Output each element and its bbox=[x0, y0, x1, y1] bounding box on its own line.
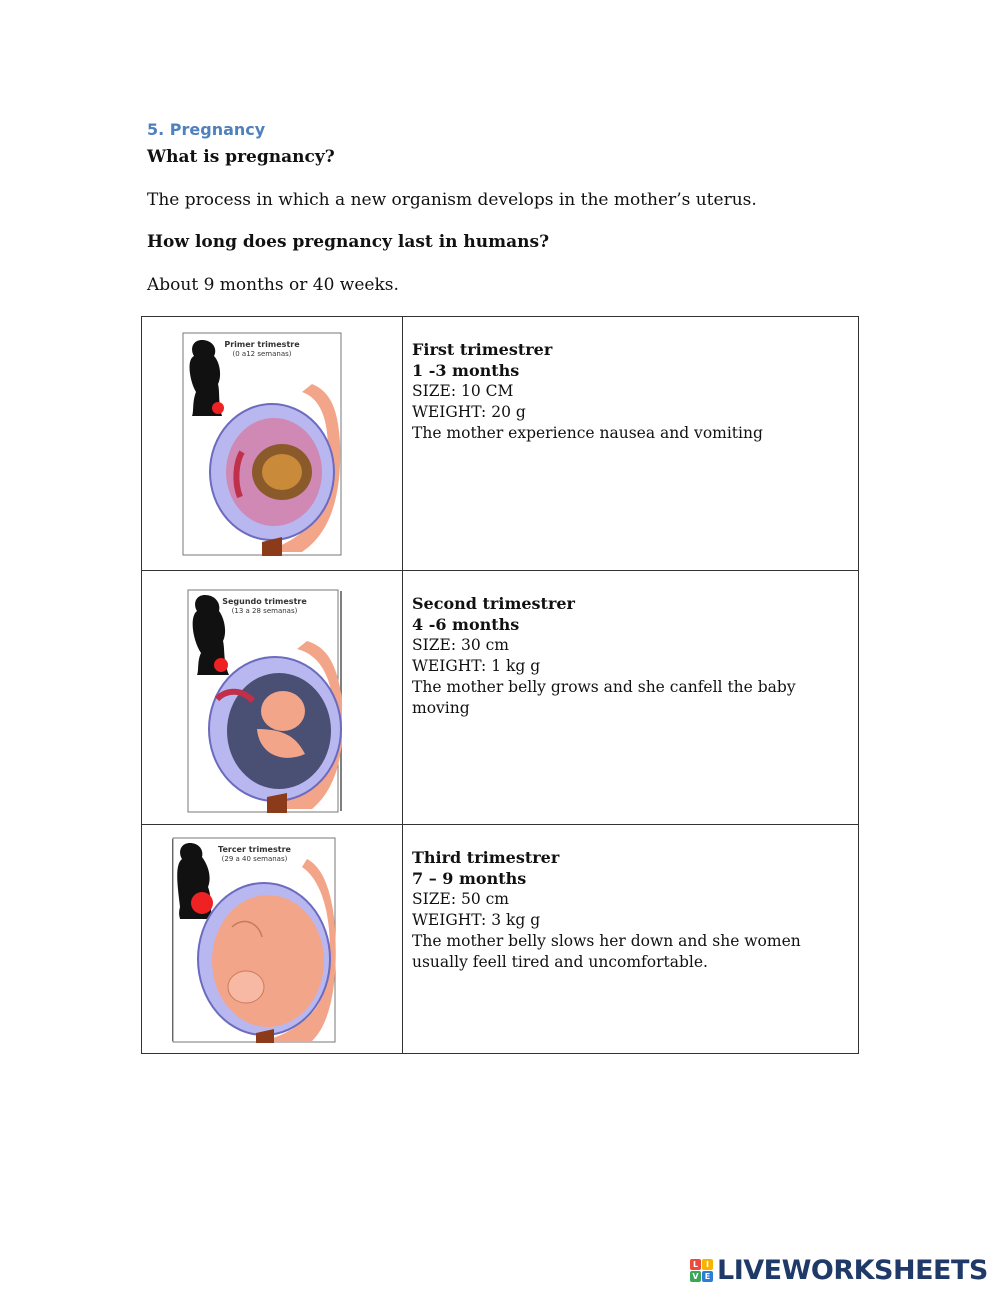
trimester-weight: WEIGHT: 3 kg g bbox=[412, 911, 541, 929]
logo-letter-v: V bbox=[690, 1271, 701, 1282]
trimester-text-cell bbox=[403, 317, 859, 571]
third-trimester-illustration bbox=[172, 837, 337, 1043]
liveworksheets-logo[interactable] bbox=[690, 1254, 988, 1286]
trimester-months: 4 -6 months bbox=[412, 615, 520, 634]
trimester-months: 7 – 9 months bbox=[412, 869, 527, 888]
answer-how-long: About 9 months or 40 weeks. bbox=[147, 275, 399, 295]
answer-what-is-pregnancy: The process in which a new organism develops in the mother’s uterus. bbox=[147, 190, 757, 210]
section-title: 5. Pregnancy bbox=[147, 120, 266, 139]
table-row bbox=[142, 825, 859, 1054]
second-trimester-illustration bbox=[187, 589, 342, 813]
figure-caption-weeks: (0 a12 semanas) bbox=[232, 350, 292, 358]
trimester-size: SIZE: 50 cm bbox=[412, 890, 510, 908]
first-trimester-illustration bbox=[182, 332, 342, 556]
trimester-image-cell bbox=[142, 571, 403, 825]
table-row bbox=[142, 317, 859, 571]
trimester-weight: WEIGHT: 20 g bbox=[412, 403, 526, 421]
trimester-note: The mother belly grows and she canfell the baby moving bbox=[412, 678, 796, 717]
trimester-weight: WEIGHT: 1 kg g bbox=[412, 657, 541, 675]
question-how-long: How long does pregnancy last in humans? bbox=[147, 232, 550, 252]
trimester-months: 1 -3 months bbox=[412, 361, 520, 380]
figure-caption-weeks: (29 a 40 semanas) bbox=[221, 855, 288, 863]
liveworksheets-logo-text: LIVEWORKSHEETS bbox=[717, 1254, 988, 1286]
trimester-size: SIZE: 10 CM bbox=[412, 382, 514, 400]
trimester-title: Third trimestrer bbox=[412, 848, 560, 867]
trimester-text-cell bbox=[403, 571, 859, 825]
logo-letter-e: E bbox=[702, 1271, 713, 1282]
trimester-image-cell bbox=[142, 317, 403, 571]
trimester-image-cell bbox=[142, 825, 403, 1054]
figure-caption-title: Primer trimestre bbox=[224, 340, 300, 349]
trimester-note: The mother experience nausea and vomiting bbox=[412, 424, 763, 442]
logo-letter-l: L bbox=[690, 1259, 701, 1270]
figure-caption-title: Tercer trimestre bbox=[218, 845, 291, 854]
figure-caption-weeks: (13 a 28 semanas) bbox=[231, 607, 298, 615]
trimester-note: The mother belly slows her down and she women usually feell tired and uncomfortable. bbox=[412, 932, 801, 971]
trimester-text-cell bbox=[403, 825, 859, 1054]
trimester-title: First trimestrer bbox=[412, 340, 553, 359]
question-what-is-pregnancy: What is pregnancy? bbox=[147, 147, 335, 167]
figure-caption-title: Segundo trimestre bbox=[222, 597, 307, 606]
trimester-size: SIZE: 30 cm bbox=[412, 636, 510, 654]
table-row bbox=[142, 571, 859, 825]
trimester-table bbox=[141, 316, 859, 1054]
logo-letter-i: I bbox=[702, 1259, 713, 1270]
trimester-title: Second trimestrer bbox=[412, 594, 575, 613]
liveworksheets-logo-mark-icon bbox=[690, 1259, 713, 1282]
